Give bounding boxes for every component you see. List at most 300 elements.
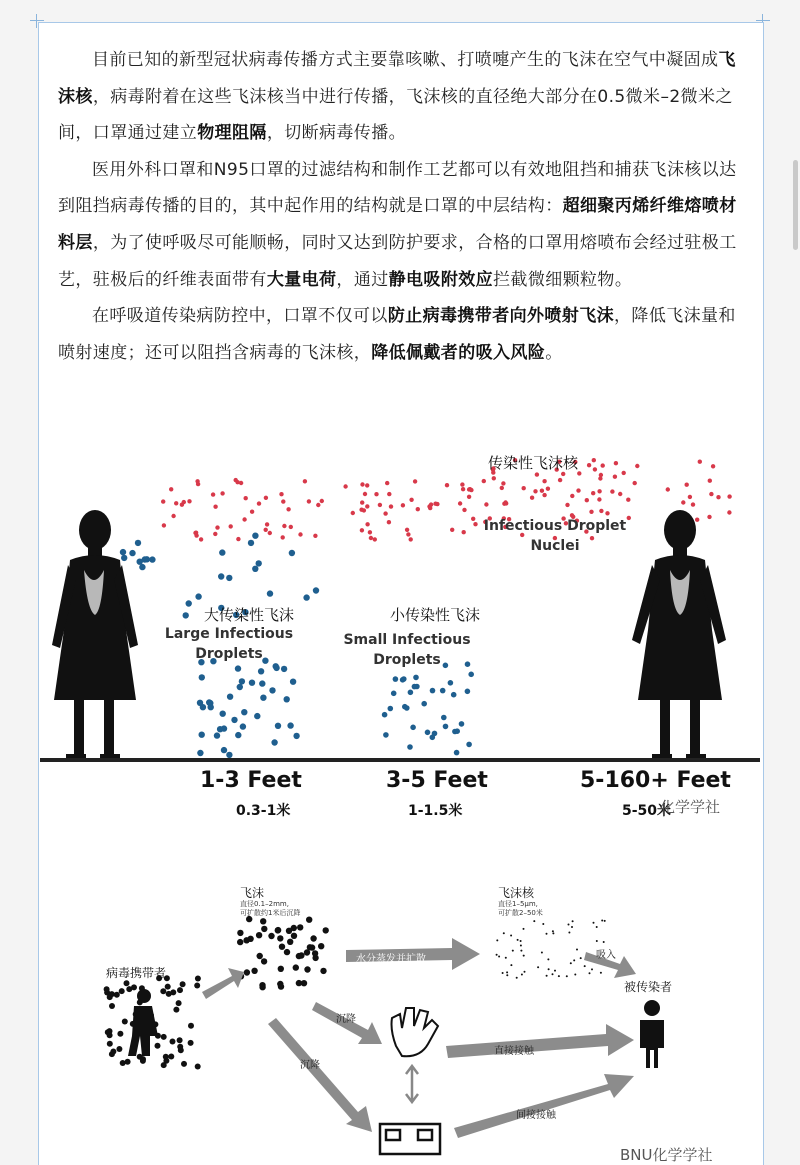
- indirect-contact-label: 间接接触: [516, 1110, 556, 1121]
- nucleus-particle: [604, 920, 606, 922]
- nucleus-particle: [574, 974, 576, 976]
- carrier-particle: [160, 988, 166, 994]
- nucleus-particle: [552, 930, 554, 932]
- nucleus-particle: [570, 494, 574, 498]
- droplet-particle: [289, 550, 295, 556]
- nucleus-particle: [542, 479, 546, 483]
- carrier-particle: [122, 1019, 128, 1025]
- droplet-particle: [135, 540, 141, 546]
- droplet-particle: [388, 706, 394, 712]
- nucleus-particle: [359, 508, 363, 512]
- nucleus-particle: [708, 479, 712, 483]
- nucleus-particle: [596, 940, 598, 942]
- droplet-particle: [277, 935, 283, 941]
- nucleus-particle: [199, 537, 203, 541]
- droplet-particle: [284, 949, 290, 955]
- nucleus-particle: [727, 494, 731, 498]
- nucleus-particle: [242, 517, 246, 521]
- droplet-particle: [313, 587, 319, 593]
- droplet-particle: [256, 932, 262, 938]
- nucleus-particle: [360, 482, 364, 486]
- droplet-particle: [275, 723, 281, 729]
- nucleus-particle: [587, 463, 591, 467]
- nucleus-particle: [691, 502, 695, 506]
- nucleus-particle: [462, 530, 466, 534]
- nucleus-particle: [565, 503, 569, 507]
- droplet-cloud: [237, 916, 329, 991]
- droplet-particle: [296, 953, 302, 959]
- transmission-route-diagram: [40, 868, 760, 1164]
- carrier-particle: [195, 1064, 201, 1070]
- carrier-particle: [168, 1054, 174, 1060]
- nucleus-particle: [492, 476, 496, 480]
- nucleus-particle: [601, 920, 603, 922]
- carrier-particle: [126, 986, 132, 992]
- droplet-particle: [284, 696, 290, 702]
- droplet-particle: [425, 730, 431, 736]
- carrier-particle: [165, 984, 171, 990]
- droplet-particle: [323, 927, 329, 933]
- droplet-particle: [287, 939, 293, 945]
- nucleus-particle: [368, 530, 372, 534]
- carrier-particle: [173, 1007, 179, 1013]
- droplet-particle: [391, 691, 397, 697]
- nucleus-particle: [605, 511, 609, 515]
- arrow-settle-bed: [268, 1018, 372, 1132]
- nucleus-particle: [601, 463, 605, 467]
- droplet-particle: [465, 689, 471, 695]
- nucleus-particle: [535, 472, 539, 476]
- droplet-particle: [218, 573, 224, 579]
- droplet-particle: [401, 676, 407, 682]
- nucleus-particle: [401, 503, 405, 507]
- settle-label-2: 沉降: [300, 1060, 320, 1071]
- droplet-particle: [248, 540, 254, 546]
- nucleus-particle: [506, 974, 508, 976]
- droplet-particle: [468, 672, 474, 678]
- nucleus-particle: [707, 515, 711, 519]
- scrollbar-thumb[interactable]: [793, 160, 798, 250]
- nucleus-particle: [520, 950, 522, 952]
- carrier-particle: [176, 1000, 182, 1006]
- large-droplets-label-en: Large Infectious Droplets: [164, 626, 294, 662]
- nucleus-particle: [635, 464, 639, 468]
- nucleus-particle: [433, 502, 437, 506]
- nucleus-particle: [698, 460, 702, 464]
- article-text: [58, 42, 748, 371]
- droplet-particle: [303, 594, 309, 600]
- small-droplets-label-en: Small Infectious Droplets: [343, 632, 471, 668]
- nucleus-particle: [387, 520, 391, 524]
- nucleus-particle: [592, 458, 596, 462]
- droplet-particle: [290, 679, 296, 685]
- carrier-particle: [110, 1049, 116, 1055]
- droplet-particle: [257, 953, 263, 959]
- droplet-particle: [195, 593, 201, 599]
- nucleus-particle: [496, 939, 498, 941]
- droplet-particle: [306, 917, 312, 923]
- nucleus-particle: [378, 503, 382, 507]
- droplet-particle: [142, 556, 148, 562]
- droplet-particle: [430, 688, 436, 694]
- nucleus-particle: [501, 481, 505, 485]
- nucleus-particle: [313, 534, 317, 538]
- droplet-particle: [220, 711, 226, 717]
- nucleus-particle: [600, 972, 602, 974]
- large-droplets-label-cn: 大传染性飞沫: [204, 606, 295, 624]
- settle-label-1: 沉降: [336, 1014, 356, 1025]
- transmission-route-graphic: [40, 868, 760, 1164]
- carrier-particle: [161, 1062, 167, 1068]
- nucleus-particle: [265, 522, 269, 526]
- nucleus-particle: [597, 489, 601, 493]
- nucleus-particle: [213, 532, 217, 536]
- nucleus-particle: [591, 491, 595, 495]
- nucleus-particle: [593, 922, 595, 924]
- up-down-arrow-icon: [406, 1066, 418, 1102]
- nucleus-particle: [573, 959, 575, 961]
- nucleus-particle: [695, 518, 699, 522]
- nucleus-particle: [709, 492, 713, 496]
- nucleus-particle: [530, 496, 534, 500]
- droplet-particle: [206, 699, 212, 705]
- nucleus-particle: [409, 537, 413, 541]
- paragraph-3: 在呼吸道传染病防控中，口罩不仅可以防止病毒携带者向外喷射飞沫，降低飞沫量和喷射速度；还可以阻挡含病毒的飞沫核，降低佩戴者的吸入风险。: [58, 306, 736, 363]
- nucleus-particle: [389, 504, 393, 508]
- droplet-particle: [219, 549, 225, 555]
- carrier-particle: [124, 980, 130, 986]
- nucleus-particle: [568, 932, 570, 934]
- nucleus-particle: [316, 503, 320, 507]
- nucleus-particle: [467, 495, 471, 499]
- nucleus-particle: [576, 949, 578, 951]
- nucleus-particle: [524, 971, 526, 973]
- nucleus-particle: [413, 479, 417, 483]
- nucleus-particle: [610, 489, 614, 493]
- droplet-particle: [221, 747, 227, 753]
- nucleus-particle: [374, 492, 378, 496]
- nucleus-particle: [552, 932, 554, 934]
- paragraph-2: 医用外科口罩和N95口罩的过滤结构和制作工艺都可以有效地阻挡和捕获飞沫核以达到阻挡病毒传播的目的，其中起作用的结构就是口罩的中层结构：超细聚丙烯纤维熔喷材料层，为了使呼吸尽可能顺畅，同时又达到防护要求，合格的口罩用熔喷布会经过驻极工艺，驻极后的纤维表面带有大量电荷，通过静电吸附效应拦截微细颗粒物。: [58, 159, 737, 290]
- nucleus-particle: [533, 920, 535, 922]
- person-silhouette-left: [52, 510, 138, 759]
- carrier-particle: [107, 1032, 113, 1038]
- nucleus-particle: [268, 531, 272, 535]
- nucleus-particle: [462, 508, 466, 512]
- nucleus-particle: [213, 505, 217, 509]
- nucleus-particle: [482, 479, 486, 483]
- nucleus-particle: [502, 972, 504, 974]
- droplet-particle: [451, 692, 457, 698]
- nucleus-particle: [289, 525, 293, 529]
- droplet-particle: [291, 925, 297, 931]
- nucleus-particle: [162, 523, 166, 527]
- droplet-particle: [454, 728, 460, 734]
- carrier-particle: [161, 1034, 167, 1040]
- droplet-label: 飞沫: [240, 886, 265, 900]
- droplet-particle: [261, 958, 267, 964]
- nucleus-particle: [498, 956, 500, 958]
- nucleus-particle: [298, 532, 302, 536]
- droplet-particle: [186, 600, 192, 606]
- nucleus-particle: [234, 478, 238, 482]
- droplet-particle: [404, 705, 410, 711]
- ground-line: [40, 758, 760, 762]
- carrier-particle: [177, 1044, 183, 1050]
- nucleus-particle: [546, 487, 550, 491]
- nucleus-particle: [211, 492, 215, 496]
- nucleus-particle: [571, 926, 573, 928]
- nucleus-particle: [542, 493, 546, 497]
- droplet-particle: [310, 935, 316, 941]
- distance-2-feet: 3-5 Feet: [386, 768, 488, 793]
- transmission-distance-figure: [40, 440, 760, 840]
- droplet-particle: [320, 968, 326, 974]
- nucleus-particle: [510, 964, 512, 966]
- droplet-particle: [260, 918, 266, 924]
- nucleus-particle: [596, 926, 598, 928]
- nucleus-particle: [445, 483, 449, 487]
- droplet-particle: [252, 533, 258, 539]
- nucleus-particle: [503, 932, 505, 934]
- carrier-particle: [140, 1058, 146, 1064]
- nucleus-particle: [603, 941, 605, 943]
- droplet-particle: [454, 750, 460, 756]
- droplet-note: 直径0.1–2mm, 可扩散约1米后沉降: [240, 900, 301, 917]
- nucleus-particle: [685, 483, 689, 487]
- droplet-particle: [237, 939, 243, 945]
- nucleus-particle: [597, 497, 601, 501]
- infected-label: 被传染者: [624, 980, 673, 994]
- droplet-particle: [120, 549, 126, 555]
- nucleus-particle: [193, 531, 197, 535]
- nucleus-particle: [566, 975, 568, 977]
- nucleus-particle: [522, 486, 526, 490]
- carrier-particle: [170, 1039, 176, 1045]
- droplet-particle: [413, 675, 419, 681]
- nucleus-particle: [303, 479, 307, 483]
- droplet-particle: [240, 723, 246, 729]
- nucleus-particle: [613, 475, 617, 479]
- droplet-particle: [183, 612, 189, 618]
- droplet-particle: [231, 717, 237, 723]
- droplet-particle: [269, 687, 275, 693]
- droplet-particle: [275, 927, 281, 933]
- nucleus-particle: [580, 957, 582, 959]
- droplet-particle: [408, 690, 414, 696]
- nucleus-particle: [558, 478, 562, 482]
- droplet-particle: [293, 733, 299, 739]
- nucleus-particle: [174, 501, 178, 505]
- nucleus-particle: [387, 492, 391, 496]
- droplet-particle: [393, 676, 399, 682]
- nucleus-particle: [523, 955, 525, 957]
- carrier-particle: [104, 986, 110, 992]
- nucleus-particle: [506, 971, 508, 973]
- droplet-particle: [235, 665, 241, 671]
- nucleus-particle: [220, 491, 224, 495]
- nucleus-label: 飞沫核: [498, 886, 535, 900]
- nucleus-particle: [510, 935, 512, 937]
- nucleus-particle: [512, 950, 514, 952]
- nuclei-dots: [161, 458, 732, 542]
- droplet-particle: [279, 944, 285, 950]
- direct-contact-label: 直接接触: [494, 1046, 534, 1057]
- distance-3-feet: 5-160+ Feet: [580, 768, 731, 793]
- nucleus-particle: [365, 483, 369, 487]
- nucleus-particle: [546, 975, 548, 977]
- droplet-particle: [149, 556, 155, 562]
- droplet-particle: [249, 680, 255, 686]
- droplet-particle: [466, 742, 472, 748]
- carrier-particle: [109, 1003, 115, 1009]
- hand-icon: [392, 1008, 439, 1056]
- nucleus-particle: [568, 924, 570, 926]
- carrier-particle: [155, 1043, 161, 1049]
- nucleus-particle: [547, 958, 549, 960]
- evaporate-label: 水分蒸发并扩散: [356, 954, 426, 965]
- droplet-particle: [273, 665, 279, 671]
- droplet-particle: [261, 926, 267, 932]
- nucleus-particle: [576, 488, 580, 492]
- nucleus-particle: [541, 952, 543, 954]
- droplet-particle: [244, 969, 250, 975]
- carrier-particle: [188, 1040, 194, 1046]
- nucleus-particle: [591, 968, 593, 970]
- droplet-particle: [239, 678, 245, 684]
- droplet-particle: [259, 680, 265, 686]
- carrier-particle: [119, 988, 125, 994]
- nucleus-particle: [264, 528, 268, 532]
- carrier-particle: [188, 1023, 194, 1029]
- watermark-2: BNU化学学社: [620, 1146, 713, 1164]
- droplet-particle: [293, 964, 299, 970]
- droplet-particle: [459, 721, 465, 727]
- nucleus-particle: [307, 499, 311, 503]
- droplet-particle: [267, 590, 273, 596]
- distance-1-feet: 1-3 Feet: [200, 768, 302, 793]
- carrier-particle: [181, 1061, 187, 1067]
- droplet-particle: [297, 924, 303, 930]
- nucleus-particle: [257, 501, 261, 505]
- nucleus-particle: [169, 487, 173, 491]
- nucleus-particle: [236, 537, 240, 541]
- droplet-particle: [121, 555, 127, 561]
- droplet-particle: [407, 744, 413, 750]
- droplet-particle: [304, 966, 310, 972]
- nuclei-label-en: Infectious Droplet Nuclei: [483, 518, 627, 554]
- arrow-direct-contact: [446, 1024, 634, 1058]
- nucleus-particle: [369, 536, 373, 540]
- droplet-particle: [197, 750, 203, 756]
- carrier-label: 病毒携带者: [106, 966, 167, 980]
- nucleus-particle: [618, 492, 622, 496]
- nucleus-particle: [540, 489, 544, 493]
- droplet-particle: [129, 550, 135, 556]
- droplet-particle: [281, 666, 287, 672]
- nucleus-particle: [572, 920, 574, 922]
- nucleus-particle: [182, 500, 186, 504]
- nucleus-particle: [542, 923, 544, 925]
- droplet-particle: [199, 674, 205, 680]
- nucleus-particle: [554, 970, 556, 972]
- nucleus-particle: [360, 528, 364, 532]
- droplet-particle: [268, 933, 274, 939]
- droplet-particle: [226, 575, 232, 581]
- nucleus-particle: [282, 524, 286, 528]
- nucleus-particle: [570, 962, 572, 964]
- nucleus-particle: [484, 502, 488, 506]
- nucleus-particle: [286, 507, 290, 511]
- carrier-particle: [195, 976, 201, 982]
- watermark-1: 化学学社: [660, 798, 721, 816]
- person-silhouette-right: [632, 510, 726, 759]
- nucleus-particle: [461, 487, 465, 491]
- bed-icon: [380, 1124, 440, 1154]
- droplet-particle: [199, 732, 205, 738]
- nucleus-particle: [409, 498, 413, 502]
- nucleus-particle: [666, 487, 670, 491]
- droplet-particle: [241, 709, 247, 715]
- nucleus-particle: [516, 977, 518, 979]
- nucleus-particle: [363, 492, 367, 496]
- nucleus-particle: [584, 965, 586, 967]
- nucleus-particle: [520, 945, 522, 947]
- nucleus-particle: [500, 486, 504, 490]
- droplet-particle: [440, 688, 446, 694]
- arrow-carrier-to-droplet: [202, 968, 244, 999]
- nucleus-particle: [264, 496, 268, 500]
- droplet-particle: [287, 722, 293, 728]
- droplet-particle: [214, 732, 220, 738]
- carrier-particle: [107, 1041, 113, 1047]
- droplet-particle: [226, 752, 232, 758]
- nucleus-particle: [373, 537, 377, 541]
- nucleus-particle: [385, 481, 389, 485]
- droplet-particle: [271, 739, 277, 745]
- nucleus-particle: [320, 499, 324, 503]
- nucleus-particle: [727, 510, 731, 514]
- carrier-particle: [194, 983, 200, 989]
- carrier-particle: [177, 1037, 183, 1043]
- nucleus-particle: [503, 500, 507, 504]
- small-droplets-label-cn: 小传染性飞沫: [390, 606, 481, 624]
- nucleus-particle: [281, 535, 285, 539]
- nucleus-particle: [460, 482, 464, 486]
- nucleus-particle: [229, 524, 233, 528]
- nucleus-particle: [450, 528, 454, 532]
- nucleus-particle: [552, 973, 554, 975]
- nucleus-particle: [187, 499, 191, 503]
- droplet-particle: [291, 933, 297, 939]
- droplet-particle: [410, 725, 416, 731]
- paragraph-1: 目前已知的新型冠状病毒传播方式主要靠咳嗽、打喷嚏产生的飞沫在空气中凝固成飞沫核，病毒附着在这些飞沫核当中进行传播，飞沫核的直径绝大部分在0.5微米–2微米之间，口罩通过建立物理阻隔，切断病毒传播。: [58, 50, 736, 144]
- nucleus-cloud: [496, 920, 606, 979]
- nucleus-particle: [458, 501, 462, 505]
- droplet-particle: [382, 712, 388, 718]
- carrier-particle: [163, 1054, 169, 1060]
- droplet-particle: [430, 735, 436, 741]
- distance-1-meters: 0.3-1米: [236, 803, 291, 819]
- nucleus-particle: [633, 481, 637, 485]
- droplet-particle: [256, 560, 262, 566]
- flow-arrows: [202, 938, 636, 1138]
- droplet-particle: [252, 566, 258, 572]
- inhale-label: 吸入: [596, 950, 616, 961]
- droplet-particle: [237, 684, 243, 690]
- carrier-particle: [177, 987, 183, 993]
- droplet-particle: [278, 966, 284, 972]
